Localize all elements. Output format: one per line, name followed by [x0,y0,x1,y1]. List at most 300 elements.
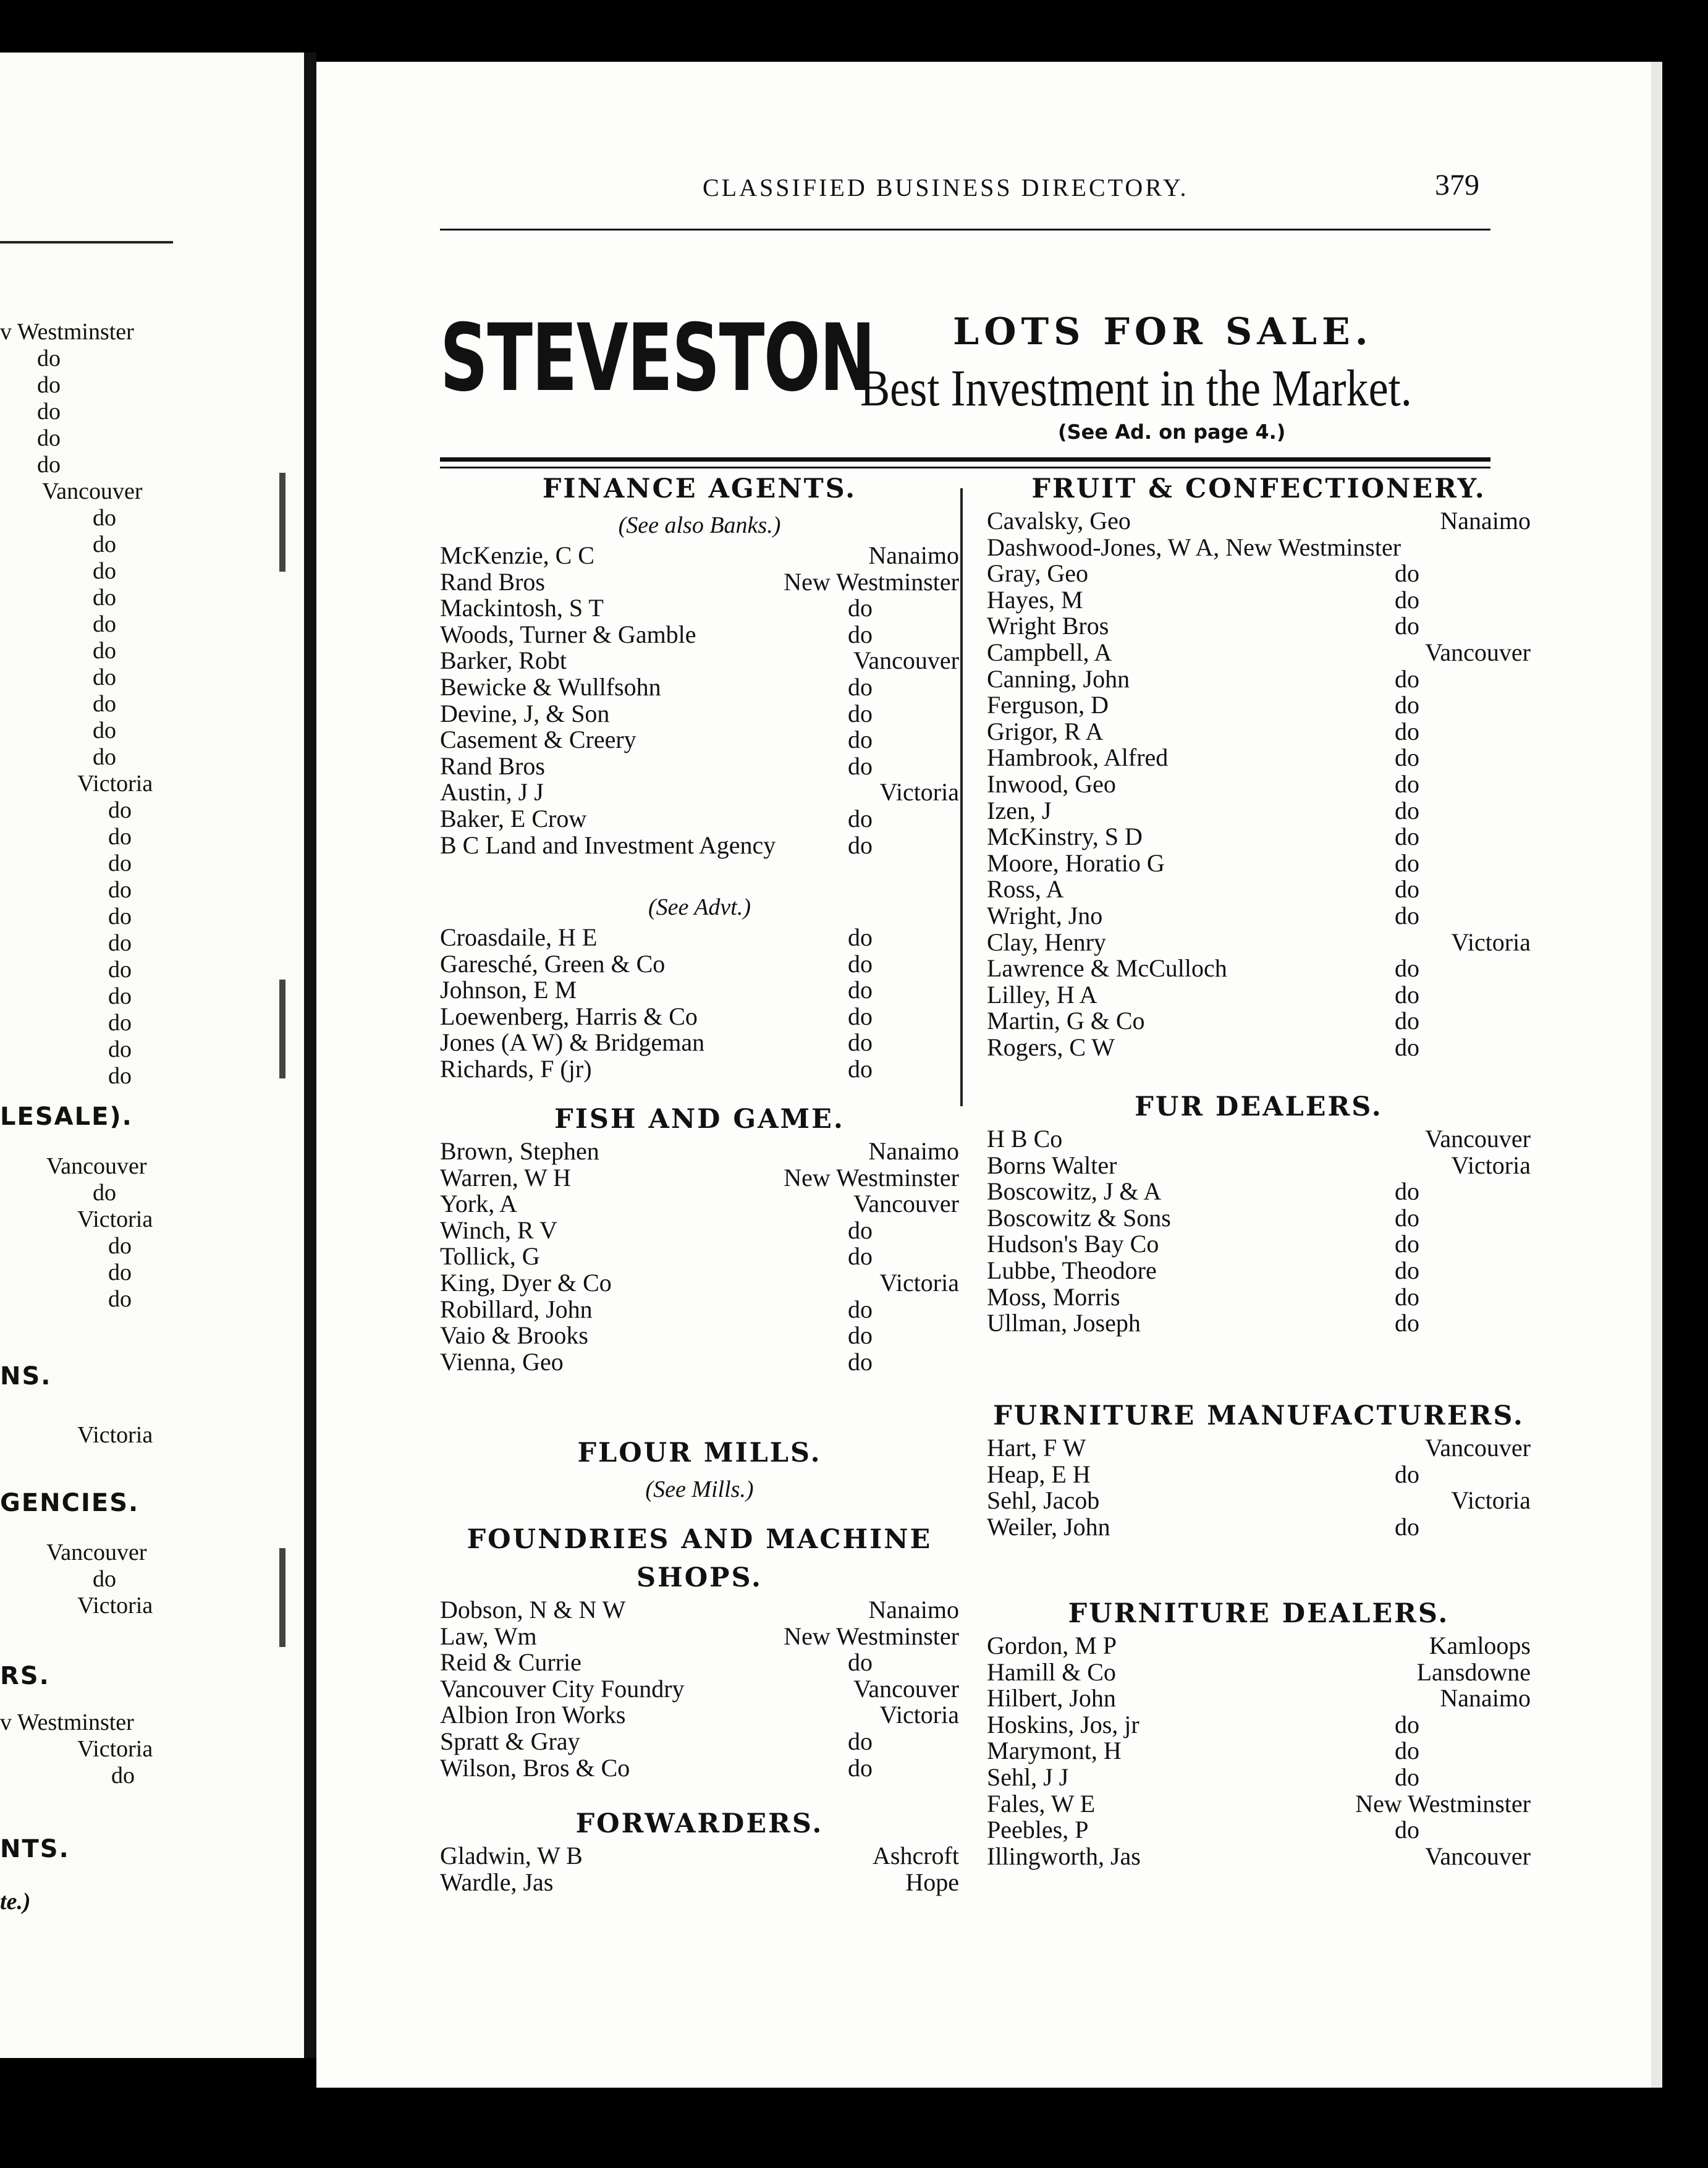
left-page-line: do [93,638,116,664]
left-page-line: do [108,983,132,1009]
business-name: Hoskins, Jos, jr [987,1710,1139,1738]
business-location: do [1395,1763,1419,1791]
directory-entry [987,798,1531,824]
directory-entry [440,1597,959,1624]
business-location: do [1395,1710,1419,1738]
left-page-line: do [108,1063,132,1089]
business-location: do [848,752,873,780]
directory-entry [987,1738,1531,1764]
left-page-line: do [93,1566,116,1592]
directory-entry [440,1869,959,1896]
directory-entry [987,1791,1531,1818]
left-page-line: do [37,452,61,478]
business-location: Nanaimo [868,1596,959,1624]
business-name: Albion Iron Works [440,1701,626,1729]
business-name: Hambrook, Alfred [987,743,1169,772]
directory-entry [987,1435,1531,1462]
directory-entry [987,1179,1531,1205]
left-page-line: do [37,399,61,425]
directory-entry [987,850,1531,877]
business-name: Rogers, C W [987,1033,1115,1061]
left-page-line: do [108,824,132,850]
left-page-line: NTS. [0,1835,70,1863]
left-page-line: do [108,877,132,903]
business-location: do [1395,823,1419,851]
business-name: Dobson, N & N W [440,1596,626,1624]
business-name: Johnson, E M [440,976,577,1004]
entry-list [987,1633,1531,1869]
business-name: H B Co [987,1125,1063,1153]
left-page-line: do [108,930,132,956]
left-page-line: LESALE). [0,1103,133,1131]
cross-reference-note: (See Advt.) [648,894,751,920]
directory-entry [987,1231,1531,1258]
entry-list [440,925,959,1083]
business-location: do [848,1242,873,1271]
left-page-line: do [108,904,132,929]
business-name: Moss, Morris [987,1282,1120,1311]
business-name: Wright Bros [987,612,1109,640]
business-location: Victoria [1451,1151,1531,1179]
business-name: Bewicke & Wullfsohn [440,672,661,701]
business-location: Vancouver [1424,638,1531,666]
directory-entry [987,1284,1531,1311]
directory-entry [987,613,1531,640]
directory-entry [440,595,959,622]
business-location: do [848,949,873,978]
business-name: Marymont, H [987,1737,1122,1765]
business-name: Gordon, M P [987,1632,1117,1659]
business-name: Gray, Geo [987,559,1089,588]
directory-section [987,1088,1531,1337]
business-location: Kamloops [1429,1632,1531,1659]
business-location: do [1395,559,1419,588]
business-name: Izen, J [987,796,1052,824]
business-location: do [1395,717,1419,745]
directory-entry [987,745,1531,771]
directory-section [440,890,959,1083]
business-name: Fales, W E [987,1789,1096,1818]
business-location: Vancouver [1424,1434,1531,1462]
business-location: New Westminster [784,1163,959,1192]
left-column [440,470,959,1965]
business-location: do [1395,980,1419,1009]
business-name: Sehl, Jacob [987,1486,1100,1515]
steveston-advertisement [440,305,1490,457]
left-page-line: v Westminster [0,1709,134,1735]
left-page-line: Victoria [77,1593,153,1619]
business-name: Lawrence & McCulloch [987,954,1227,983]
directory-entry [987,535,1531,561]
directory-entry [987,692,1531,719]
directory-entry [987,666,1531,693]
left-page-line: Victoria [77,1422,153,1448]
directory-entry [987,1659,1531,1686]
left-page-line: Victoria [77,771,153,797]
business-location: do [1395,691,1419,719]
business-location: Victoria [879,1268,959,1297]
directory-entry [987,1310,1531,1337]
ad-rule-thin [440,467,1490,468]
business-location: do [1395,612,1419,640]
left-page-line: do [93,531,116,557]
business-location: do [1395,1203,1419,1232]
directory-entry [440,674,959,701]
business-name: Garesché, Green & Co [440,949,666,978]
directory-entry [987,508,1531,535]
business-name: Lilley, H A [987,980,1097,1009]
directory-entry [440,1323,959,1349]
business-location: do [1395,1007,1419,1035]
business-location: do [848,1753,873,1782]
business-name: Ferguson, D [987,691,1109,719]
business-location: do [848,1727,873,1755]
directory-entry [987,1764,1531,1791]
left-page-line: do [108,850,132,876]
left-page-line: Victoria [77,1206,153,1232]
directory-entry [440,951,959,978]
directory-section [440,1100,959,1375]
entry-list [440,1138,959,1375]
business-name: Law, Wm [440,1622,537,1650]
business-name: Hamill & Co [987,1658,1116,1686]
directory-entry [987,587,1531,614]
entry-list [440,1843,959,1895]
right-column [987,470,1531,1965]
directory-entry [987,1035,1531,1061]
directory-entry [440,1270,959,1297]
section-heading: FURNITURE MANUFACTURERS. [993,1400,1524,1431]
section-heading: FUR DEALERS. [1135,1091,1383,1122]
left-page-line: do [93,664,116,690]
left-page-line: Victoria [77,1736,153,1762]
business-name: Casement & Creery [440,726,636,754]
binding-stitch [279,473,285,572]
business-location: do [1395,1460,1419,1488]
business-location: do [1395,769,1419,798]
left-page-line: te.) [0,1889,31,1915]
section-heading: FURNITURE DEALERS. [1068,1598,1450,1629]
business-name: Spratt & Gray [440,1727,580,1755]
directory-entry [987,1258,1531,1284]
business-location: Nanaimo [1440,1684,1531,1713]
business-location: do [848,1028,873,1057]
business-name: Borns Walter [987,1151,1117,1179]
ad-rule-thick [440,457,1490,462]
directory-entry [987,561,1531,587]
business-name: Robillard, John [440,1295,593,1323]
business-name: Heap, E H [987,1460,1091,1488]
book-gutter [304,53,316,2058]
directory-page [316,62,1662,2088]
business-location: do [1395,875,1419,904]
business-name: King, Dyer & Co [440,1268,612,1297]
column-divider [960,488,963,1106]
business-location: do [1395,1230,1419,1258]
business-location: do [1395,743,1419,772]
section-heading: FRUIT & CONFECTIONERY. [1031,473,1486,504]
directory-entry [987,1008,1531,1035]
business-location: do [1395,1177,1419,1206]
business-name: Ullman, Joseph [987,1309,1141,1337]
section-heading: FISH AND GAME. [554,1104,845,1135]
directory-entry [987,1205,1531,1232]
business-name: Barker, Robt [440,646,567,675]
business-location: do [1395,849,1419,877]
business-location: do [848,976,873,1004]
business-location: do [848,831,873,859]
left-page-line: do [108,1286,132,1312]
left-page-line: Vancouver [46,1539,147,1565]
left-page-line: NS. [0,1362,52,1391]
binding-stitch [279,980,285,1078]
business-location: do [848,672,873,701]
business-location: do [848,1216,873,1244]
directory-entry [987,1462,1531,1488]
directory-entry [987,1685,1531,1712]
business-name: Wardle, Jas [440,1868,554,1896]
business-location: do [848,726,873,754]
business-name: Wright, Jno [987,901,1103,929]
cross-reference-note: (See also Banks.) [618,512,781,538]
directory-entry [440,806,959,832]
business-name: Grigor, R A [987,717,1104,745]
directory-entry [987,982,1531,1009]
business-location: do [1395,664,1419,693]
business-name: Dashwood-Jones, W A, New Westminster [987,533,1401,561]
business-location: New Westminster [784,1622,959,1650]
business-name: B C Land and Investment Agency [440,831,776,859]
business-name: Gladwin, W B [440,1842,583,1869]
binding-stitch [279,1548,285,1647]
business-name: Martin, G & Co [987,1007,1145,1035]
business-location: do [848,804,873,832]
business-name: Devine, J, & Son [440,699,610,727]
directory-entry [440,1297,959,1323]
directory-entry [987,955,1531,982]
directory-section [440,1805,959,1895]
business-location: do [1395,585,1419,614]
directory-entry [440,1191,959,1217]
business-name: Sehl, J J [987,1763,1069,1791]
directory-entry [987,1488,1531,1514]
business-name: Wilson, Bros & Co [440,1753,630,1782]
business-name: Woods, Turner & Gamble [440,620,696,648]
business-location: do [848,1347,873,1376]
business-location: Nanaimo [1440,507,1531,535]
business-location: Vancouver [1424,1842,1531,1870]
directory-entry [440,1649,959,1676]
directory-entry [440,648,959,674]
business-name: Vaio & Brooks [440,1321,588,1350]
business-location: do [1395,1309,1419,1337]
running-head: CLASSIFIED BUSINESS DIRECTORY. [703,174,1189,201]
entry-list [440,1597,959,1781]
business-location: Vancouver [853,646,959,675]
directory-entry [440,753,959,780]
directory-section [440,1434,959,1507]
business-location: do [848,1321,873,1350]
left-page-line: do [108,1260,132,1285]
business-location: Vancouver [853,1190,959,1218]
ad-title: LOTS FOR SALE. [953,310,1373,354]
left-page-line: Vancouver [46,1153,147,1179]
business-name: Vancouver City Foundry [440,1674,685,1703]
left-page-line: do [108,1010,132,1036]
business-name: Baker, E Crow [440,804,587,832]
business-location: Lansdowne [1416,1658,1531,1686]
directory-section [987,1594,1531,1869]
left-page-line: do [108,1036,132,1062]
section-heading: FLOUR MILLS. [577,1438,822,1468]
business-location: do [848,1054,873,1083]
business-location: do [1395,1256,1419,1284]
cross-reference-note: (See Mills.) [645,1476,754,1502]
business-name: Reid & Currie [440,1648,581,1677]
left-page-line: do [37,372,61,398]
left-page-line: do [108,1233,132,1259]
directory-entry [440,1702,959,1729]
ad-tagline: Best Investment in the Market. [860,360,1412,417]
directory-entry [440,727,959,753]
business-location: do [1395,796,1419,824]
business-location: Victoria [879,778,959,807]
directory-entry [440,1004,959,1030]
business-location: do [848,699,873,727]
business-name: Lubbe, Theodore [987,1256,1157,1284]
left-page-lines [0,263,304,2055]
directory-entry [987,1712,1531,1738]
business-name: Loewenberg, Harris & Co [440,1002,698,1030]
left-page-line: do [93,505,116,531]
business-name: Tollick, G [440,1242,540,1271]
directory-entry [440,1138,959,1165]
business-location: Victoria [879,1701,959,1729]
business-name: Hayes, M [987,585,1083,614]
header-rule [440,229,1490,231]
left-page-line: v Westminster [0,319,134,345]
business-location: Victoria [1451,1486,1531,1515]
business-location: New Westminster [784,567,959,596]
business-name: McKinstry, S D [987,823,1143,851]
directory-entry [987,903,1531,929]
directory-entry [440,1030,959,1056]
directory-entry [440,832,959,859]
business-name: Peebles, P [987,1816,1089,1844]
business-location: do [1395,1512,1419,1541]
directory-entry [987,1817,1531,1844]
left-page-line: do [111,1763,135,1789]
section-heading: FORWARDERS. [575,1808,824,1839]
business-location: do [848,594,873,622]
left-page-line: do [108,797,132,823]
directory-entry [440,1624,959,1650]
left-page-line: do [93,718,116,743]
business-location: do [848,620,873,648]
business-name: Boscowitz & Sons [987,1203,1171,1232]
business-name: Ross, A [987,875,1064,904]
directory-entry [987,1514,1531,1541]
directory-entry [987,1153,1531,1179]
entry-list [987,1435,1531,1540]
directory-entry [440,779,959,806]
business-location: Hope [905,1868,959,1896]
business-location: New Westminster [1355,1789,1531,1818]
business-name: Vienna, Geo [440,1347,564,1376]
business-name: Cavalsky, Geo [987,507,1131,535]
directory-section [440,470,959,858]
directory-section [440,1520,959,1781]
directory-entry [440,1349,959,1376]
business-name: Clay, Henry [987,928,1106,956]
left-facing-page [0,53,304,2058]
business-location: do [848,1295,873,1323]
left-page-line: do [93,1180,116,1206]
business-location: do [848,1002,873,1030]
left-page-line: RS. [0,1662,50,1690]
business-location: do [848,923,873,951]
left-page-line: do [93,585,116,611]
directory-entry [987,771,1531,798]
business-name: Hilbert, John [987,1684,1116,1713]
entry-list [987,508,1531,1061]
business-name: Warren, W H [440,1163,571,1192]
left-page-line: do [108,957,132,983]
directory-entry [440,1843,959,1869]
ad-note: (See Ad. on page 4.) [1058,420,1286,444]
left-page-line: do [93,744,116,770]
directory-entry [440,701,959,727]
directory-entry [440,977,959,1004]
left-page-line: do [37,345,61,371]
business-name: Austin, J J [440,778,544,807]
ad-place-name: STEVESTON [440,305,875,412]
directory-entry [987,929,1531,956]
business-location: do [1395,1033,1419,1061]
business-name: Mackintosh, S T [440,594,604,622]
directory-entry [440,543,959,569]
directory-entry [440,1755,959,1782]
directory-entry [440,1676,959,1703]
left-page-line: Vancouver [42,478,143,504]
directory-entry [440,925,959,951]
business-location: Vancouver [1424,1125,1531,1153]
business-location: do [1395,1737,1419,1765]
business-name: Illingworth, Jas [987,1842,1141,1870]
business-name: Winch, R V [440,1216,557,1244]
entry-list [987,1126,1531,1337]
directory-entry [440,1243,959,1270]
directory-entry [440,1056,959,1083]
directory-entry [987,824,1531,850]
left-page-line: do [93,611,116,637]
business-location: Nanaimo [868,541,959,569]
business-location: do [1395,1282,1419,1311]
business-name: Brown, Stephen [440,1137,599,1165]
business-location: do [1395,1816,1419,1844]
directory-entry [987,1126,1531,1153]
left-page-line: do [93,558,116,584]
business-name: Canning, John [987,664,1130,693]
business-location: do [1395,954,1419,983]
business-name: Campbell, A [987,638,1112,666]
section-heading: FINANCE AGENTS. [542,473,857,504]
directory-entry [440,622,959,648]
directory-entry [987,1633,1531,1659]
business-location: Victoria [1451,928,1531,956]
business-name: Jones (A W) & Bridgeman [440,1028,705,1057]
directory-entry [440,1729,959,1755]
